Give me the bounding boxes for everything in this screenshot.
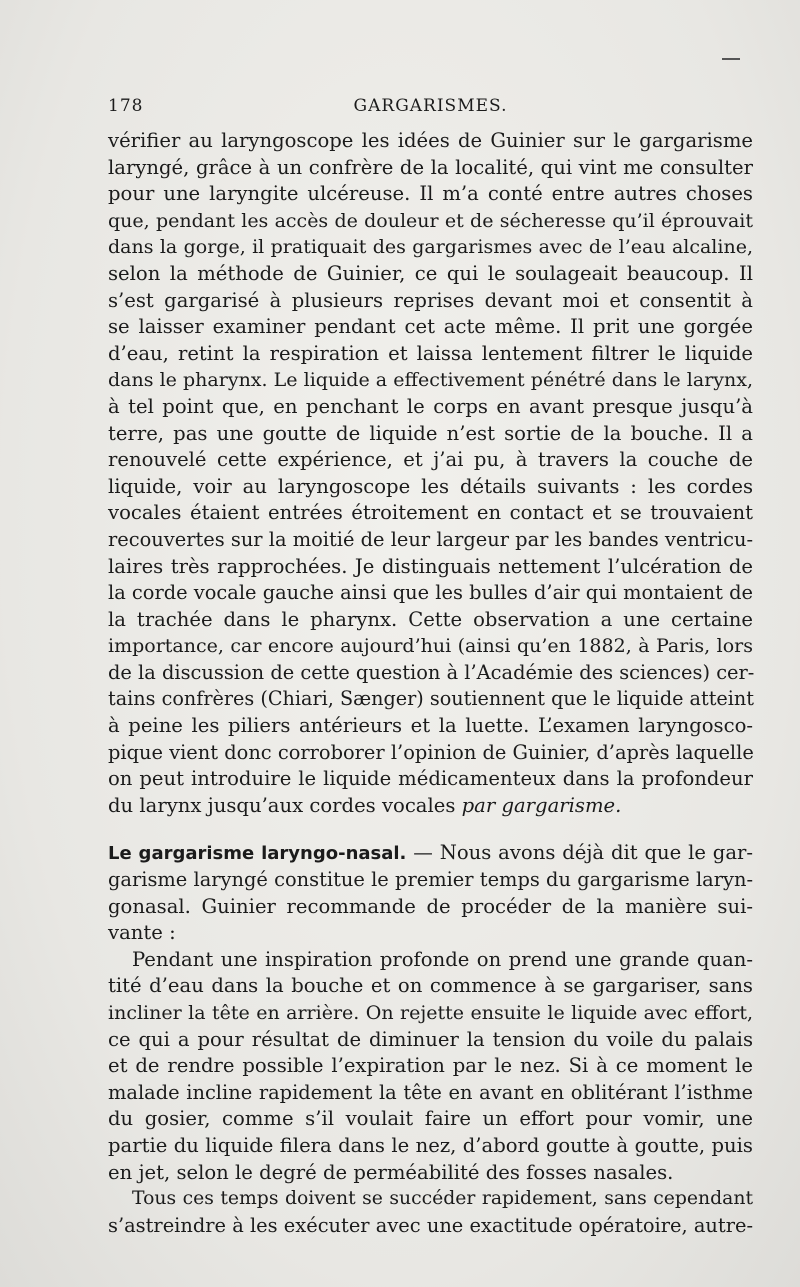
text-line: gonasal. Guinier recommande de procéder de la manière sui- bbox=[108, 894, 753, 918]
text-line: en jet, selon le degré de perméabilité des fosses nasales. bbox=[108, 1160, 674, 1184]
text-run: du larynx jusqu’aux cordes vocales bbox=[108, 793, 462, 817]
text-line: tité d’eau dans la bouche et on commence à se gargariser, sans bbox=[108, 974, 753, 998]
text-line: tains confrères (Chiari, Sænger) soutiennent que le liquide atteint bbox=[108, 687, 754, 711]
paragraph-3 bbox=[108, 947, 753, 1186]
text-line: du gosier, comme s’il voulait faire un effort pour vomir, une bbox=[108, 1107, 753, 1131]
text-line: la corde vocale gauche ainsi que les bulles d’air qui montaient de bbox=[108, 581, 753, 605]
text-line: ce qui a pour résultat de diminuer la tension du voile du palais bbox=[108, 1027, 753, 1051]
text-line: vocales étaient entrées étroitement en contact et se trouvaient bbox=[108, 501, 753, 525]
heading-line bbox=[108, 840, 753, 867]
text-run: — Nous avons déjà dit que le gar- bbox=[406, 841, 753, 865]
text-line: pique vient donc corroborer l’opinion de Guinier, d’après laquelle bbox=[108, 740, 754, 764]
text-line: que, pendant les accès de douleur et de sécheresse qu’il éprouvait bbox=[108, 209, 753, 232]
running-title: GARGARISMES. bbox=[353, 96, 508, 116]
text-line: s’astreindre à les exécuter avec une exactitude opératoire, autre- bbox=[108, 1213, 753, 1237]
text-line: selon la méthode de Guinier, ce qui le soulageait beaucoup. Il bbox=[108, 261, 753, 285]
text-line: on peut introduire le liquide médicamenteux dans la profondeur bbox=[108, 767, 753, 791]
page-number: 178 bbox=[108, 96, 144, 116]
text-line: renouvelé cette expérience, et j’ai pu, à travers la couche de bbox=[108, 448, 753, 472]
text-line: d’eau, retint la respiration et laissa lentement filtrer le liquide bbox=[108, 341, 753, 365]
section-heading: Le gargarisme laryngo-nasal. bbox=[108, 843, 407, 865]
text-line: vérifier au laryngoscope les idées de Guinier sur le gargarisme bbox=[108, 129, 753, 152]
text-line: garisme laryngé constitue le premier temps du gargarisme laryn- bbox=[108, 868, 753, 892]
text-line-last bbox=[108, 793, 753, 820]
text-line: se laisser examiner pendant cet acte même. Il prit une gorgée bbox=[108, 315, 753, 339]
text-line: liquide, voir au laryngoscope les détails suivants : les cordes bbox=[108, 474, 753, 498]
text-line: dans le pharynx. Le liquide a effectivement pénétré dans le larynx, bbox=[108, 369, 753, 392]
running-header bbox=[108, 96, 753, 120]
text-line: à peine les piliers antérieurs et la luette. L’examen laryngosco- bbox=[108, 714, 753, 738]
text-line: Tous ces temps doivent se succéder rapidement, sans cependant bbox=[132, 1188, 753, 1210]
text-line: laires très rapprochées. Je distinguais nettement l’ulcération de bbox=[108, 554, 753, 578]
text-line: recouvertes sur la moitié de leur largeur par les bandes ventricu- bbox=[108, 527, 753, 551]
text-line: incliner la tête en arrière. On rejette ensuite le liquide avec effort, bbox=[108, 1002, 753, 1024]
paragraph-1 bbox=[108, 128, 753, 819]
text-line: pour une laryngite ulcéreuse. Il m’a conté entre autres choses bbox=[108, 182, 753, 206]
text-line: la trachée dans le pharynx. Cette observation a une certaine bbox=[108, 607, 753, 631]
text-line: dans la gorge, il pratiquait des gargarismes avec de l’eau alcaline, bbox=[108, 236, 753, 259]
text-line: malade incline rapidement la tête en avant en oblitérant l’isthme bbox=[108, 1080, 753, 1104]
text-line: Pendant une inspiration profonde on prend une grande quan- bbox=[132, 947, 753, 971]
text-line: à tel point que, en penchant le corps en avant presque jusqu’à bbox=[108, 394, 753, 418]
text-line: de la discussion de cette question à l’Académie des sciences) cer- bbox=[108, 660, 755, 684]
text-line: terre, pas une goutte de liquide n’est sortie de la bouche. Il a bbox=[108, 421, 753, 445]
text-line: laryngé, grâce à un confrère de la localité, qui vint me consulter bbox=[108, 155, 753, 179]
page-body bbox=[108, 128, 753, 1239]
paragraph-4 bbox=[108, 1186, 753, 1239]
italic-phrase: par gargarisme. bbox=[461, 793, 622, 817]
text-line: s’est gargarisé à plusieurs reprises devant moi et consentit à bbox=[108, 288, 753, 312]
section-laryngo-nasal bbox=[108, 840, 753, 946]
text-line: et de rendre possible l’expiration par le nez. Si à ce moment le bbox=[108, 1054, 753, 1078]
text-line: importance, car encore aujourd’hui (ainsi qu’en 1882, à Paris, lors bbox=[108, 635, 753, 658]
text-line: partie du liquide filera dans le nez, d’abord goutte à goutte, puis bbox=[108, 1133, 753, 1157]
text-line: vante : bbox=[108, 921, 176, 945]
page-mark bbox=[722, 58, 740, 60]
